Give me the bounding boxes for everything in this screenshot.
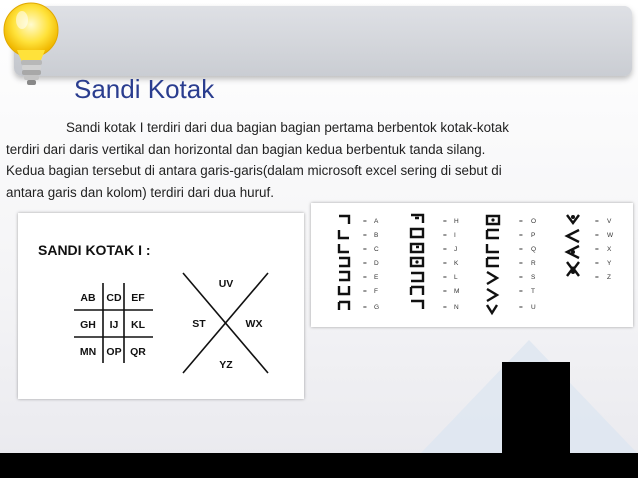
cipher-table-figure: [311, 203, 633, 327]
svg-text:=: =: [519, 260, 523, 267]
cipher-letter: O: [531, 218, 537, 225]
cipher-letter: M: [454, 288, 460, 295]
cipher-letter: G: [374, 304, 380, 311]
cipher-letter: P: [531, 232, 536, 239]
svg-text:=: =: [363, 260, 367, 267]
paragraph-line-1: Sandi kotak I terdiri dari dua bagian bagian pertama berbentok kotak-kotak: [66, 120, 509, 135]
cross-label: WX: [245, 318, 263, 330]
cipher-letter: C: [374, 246, 379, 253]
grid-cell: IJ: [109, 319, 119, 331]
svg-text:=: =: [595, 232, 599, 239]
cipher-letter: A: [374, 218, 379, 225]
svg-text:=: =: [363, 304, 367, 311]
cipher-letter: K: [454, 260, 459, 267]
grid-cell: AB: [80, 292, 96, 304]
cipher-letter: W: [607, 232, 614, 239]
cipher-letter: H: [454, 218, 459, 225]
paragraph-line-4: antara garis dan kolom) terdiri dari dua huruf.: [6, 184, 274, 200]
header-bar-inner: [34, 6, 632, 76]
svg-text:=: =: [363, 232, 367, 239]
cipher-letter: T: [531, 288, 535, 295]
cross-label: UV: [218, 278, 234, 290]
slide-paragraph: [6, 117, 606, 203]
lightbulb-icon: [0, 0, 70, 90]
svg-text:=: =: [595, 218, 599, 225]
svg-text:=: =: [519, 232, 523, 239]
svg-text:=: =: [519, 304, 523, 311]
figure-heading: SANDI KOTAK I :: [38, 242, 151, 258]
svg-text:=: =: [519, 288, 523, 295]
svg-text:=: =: [595, 246, 599, 253]
paragraph-line-2: terdiri dari daris vertikal dan horizontal dan bagian kedua berbentuk tanda silang.: [6, 141, 486, 157]
svg-text:=: =: [363, 218, 367, 225]
grid-cell: OP: [106, 346, 122, 358]
cipher-letter: F: [374, 288, 378, 295]
cipher-letter: D: [374, 260, 379, 267]
cipher-letter: E: [374, 274, 379, 281]
cipher-letter: J: [454, 246, 458, 253]
header-bar: [14, 6, 632, 76]
cipher-letter: B: [374, 232, 379, 239]
svg-text:=: =: [519, 218, 523, 225]
svg-text:=: =: [519, 246, 523, 253]
svg-text:=: =: [363, 274, 367, 281]
sandi-kotak-figure: [18, 213, 304, 399]
svg-text:=: =: [443, 232, 447, 239]
svg-text:=: =: [443, 304, 447, 311]
grid-cell: EF: [131, 292, 145, 304]
cipher-letter: Y: [607, 260, 612, 267]
svg-text:=: =: [595, 274, 599, 281]
grid-cell: QR: [130, 346, 146, 358]
cipher-letter: L: [454, 274, 458, 281]
grid-cell: GH: [80, 319, 96, 331]
svg-text:=: =: [443, 218, 447, 225]
grid-cell: CD: [106, 292, 122, 304]
cipher-letter: S: [531, 274, 536, 281]
cipher-letter: X: [607, 246, 612, 253]
cipher-letter: I: [454, 232, 456, 239]
cipher-letter: U: [531, 304, 536, 311]
paragraph-line-3: Kedua bagian tersebut di antara garis-garis(dalam microsoft excel sering di sebut di: [6, 163, 502, 179]
cipher-letter: N: [454, 304, 459, 311]
cipher-letter: V: [607, 218, 612, 225]
svg-text:=: =: [363, 288, 367, 295]
slide-title: Sandi Kotak: [74, 74, 215, 104]
svg-text:=: =: [363, 246, 367, 253]
svg-text:=: =: [595, 260, 599, 267]
grid-cell: KL: [131, 319, 145, 331]
cipher-letter: Q: [531, 246, 537, 253]
decorative-black-block: [502, 362, 570, 454]
cross-label: YZ: [219, 359, 233, 371]
cipher-letter: Z: [607, 274, 611, 281]
grid-cell: MN: [79, 346, 97, 358]
svg-text:=: =: [443, 246, 447, 253]
svg-text:=: =: [443, 260, 447, 267]
cipher-letter: R: [531, 260, 536, 267]
svg-text:=: =: [519, 274, 523, 281]
svg-text:=: =: [443, 288, 447, 295]
cross-label: ST: [192, 318, 206, 330]
svg-text:=: =: [443, 274, 447, 281]
bottom-bar: [0, 453, 638, 478]
